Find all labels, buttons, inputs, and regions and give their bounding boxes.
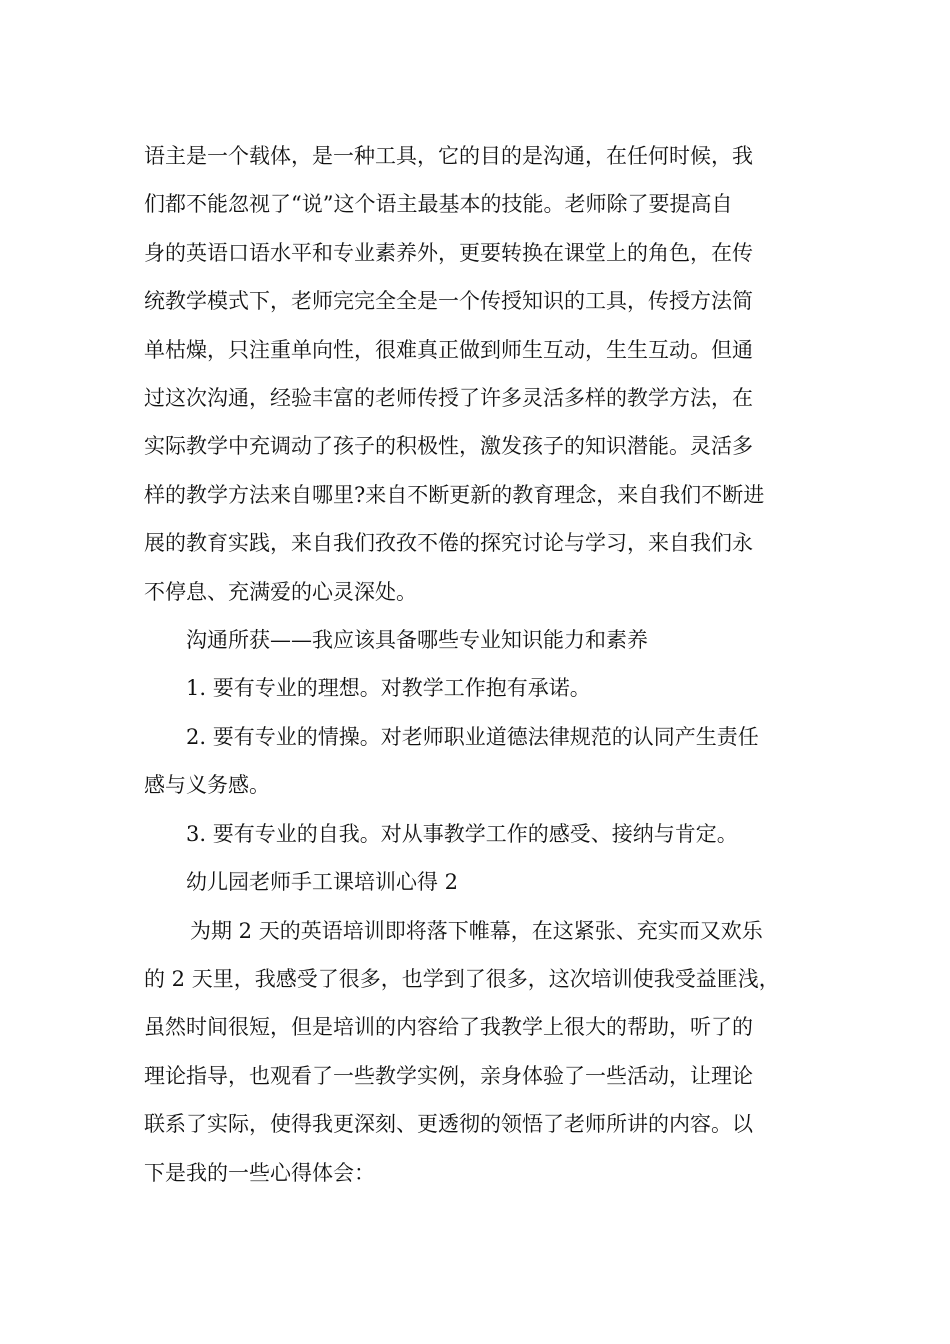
paragraph-line: 过这次沟通，经验丰富的老师传授了许多灵活多样的教学方法，在 [144,386,753,411]
list-item-1 [144,664,814,712]
paragraph-line: 的 2 天里，我感受了很多，也学到了很多，这次培训使我受益匪浅， [144,966,780,991]
list-item-2 [144,713,814,810]
paragraph-line: 实际教学中充调动了孩子的积极性，激发孩子的知识潜能。灵活多 [144,434,753,459]
list-item-3 [144,810,814,858]
list-item-text: 1. 要有专业的理想。对教学工作抱有承诺。 [186,676,591,701]
paragraph-line: 展的教育实践，来自我们孜孜不倦的探究讨论与学习，来自我们永 [144,531,753,556]
list-item-text: 2. 要有专业的情操。对老师职业道德法律规范的认同产生责任 [186,724,759,749]
paragraph-2 [144,907,814,1197]
paragraph-line: 不停息、充满爱的心灵深处。 [144,579,417,604]
paragraph-line: 语主是一个载体，是一种工具，它的目的是沟通，在任何时候，我 [144,144,753,168]
section-title-text: 幼儿园老师手工课培训心得 2 [186,870,459,895]
paragraph-line: 样的教学方法来自哪里?来自不断更新的教育理念，来自我们不断进 [144,482,765,507]
paragraph-line: 虽然时间很短，但是培训的内容给了我教学上很大的帮助，听了的 [144,1015,753,1040]
paragraph-line: 联系了实际，使得我更深刻、更透彻的领悟了老师所讲的内容。以 [144,1112,753,1137]
paragraph-line: 们都不能忽视了“说”这个语主最基本的技能。老师除了要提高自 [144,192,733,217]
list-item-text: 3. 要有专业的自我。对从事教学工作的感受、接纳与肯定。 [186,821,738,846]
paragraph-line: 单枯燥，只注重单向性，很难真正做到师生互动，生生互动。但通 [144,337,753,362]
paragraph-line: 下是我的一些心得体会： [144,1160,375,1185]
paragraph-line: 身的英语口语水平和专业素养外，更要转换在课堂上的角色，在传 [144,240,753,265]
section-title [144,858,814,906]
subheading [144,616,814,664]
paragraph-line: 统教学模式下，老师完完全全是一个传授知识的工具，传授方法简 [144,289,753,314]
document-body [144,132,814,1197]
paragraph-line: 为期 2 天的英语培训即将落下帷幕，在这紧张、充实而又欢乐 [190,918,763,943]
paragraph-line: 理论指导，也观看了一些教学实例，亲身体验了一些活动，让理论 [144,1063,753,1088]
list-item-text: 感与义务感。 [144,773,270,798]
paragraph-1 [144,132,814,616]
subheading-text: 沟通所获——我应该具备哪些专业知识能力和素养 [186,628,648,653]
